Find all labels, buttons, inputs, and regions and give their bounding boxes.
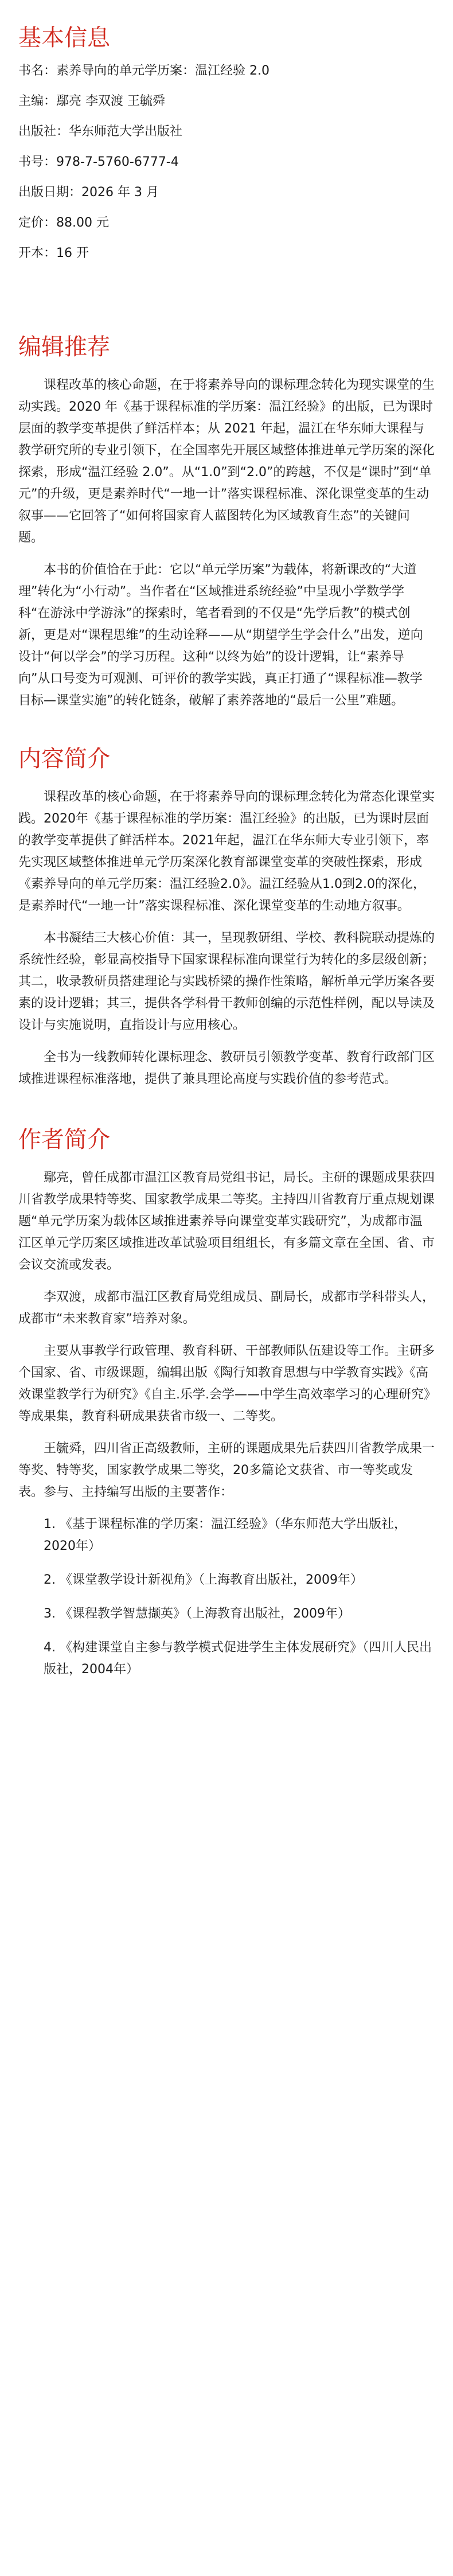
author-paragraph: 王毓舜，四川省正高级教师，主研的课题成果先后获四川省教学成果一等奖、特等奖，国家教学成果二等奖，20多篇论文获省、市一等奖或发表。参与、主持编写出版的主要著作： bbox=[18, 1441, 435, 1499]
info-label: 主编 ： bbox=[18, 94, 56, 108]
section-gap bbox=[18, 1101, 435, 1124]
book-text: 《课程教学智慧撷英》（上海教育出版社，2009年） bbox=[60, 1607, 350, 1621]
info-editors bbox=[18, 95, 435, 108]
book-number: 1 . bbox=[44, 1517, 60, 1531]
info-isbn bbox=[18, 155, 435, 169]
info-value: 978-7-5760-6777-4 bbox=[56, 155, 179, 169]
author-paragraph: 主要从事教学行政管理、教育科研、干部教师队伍建设等工作。主研多个国家、省、市级课题，编辑出版《陶行知教育思想与中学教育实践》《高效课堂教学行为研究》《自主.乐学.会学——中学生高效率学习的心理研究》等成果集，教育科研成果获省市级一、二等奖。 bbox=[18, 1344, 435, 1424]
info-value: 鄢亮 李双渡 王毓舜 bbox=[56, 94, 166, 108]
info-label: 定价 ： bbox=[18, 216, 56, 230]
recommend-paragraph: 课程改革的核心命题，在于将素养导向的课标理念转化为现实课堂的生动实践。2020 年《基于课程标准的学历案：温江经验》的出版，已为课时层面的教学变革提供了鲜活样本；从 2021 年起，温江在华东师大课程与教学研究所的专业引领下，在全国率先开展区域整体推进单元学历案的深化探索，形成“温江经验 2.0”。从“1.0”到“2.0”的跨越，不仅是“课时”到“单元”的升级，更是素养时代“一地一计”落实课程标准、深化课堂变革的生动叙事——它回答了“如何将国家育人蓝图转化为区域教育生态”的关键问题。 bbox=[18, 378, 435, 545]
book-list-item bbox=[44, 1514, 435, 1557]
summary-section bbox=[18, 743, 435, 1090]
authors-title: 作者简介 bbox=[18, 1127, 110, 1153]
book-text: 《构建课堂自主参与教学模式促进学生主体发展研究》（四川人民出版社，2004年） bbox=[44, 1640, 432, 1677]
book-list-item bbox=[44, 1637, 435, 1681]
book-number: 3 . bbox=[44, 1607, 60, 1621]
book-number: 4 . bbox=[44, 1640, 60, 1655]
section-gap bbox=[18, 722, 435, 743]
info-label: 开本 ： bbox=[18, 246, 56, 260]
recommend-title: 编辑推荐 bbox=[18, 334, 110, 360]
basic-info-section bbox=[18, 22, 435, 260]
book-list-item bbox=[44, 1603, 435, 1625]
summary-paragraph: 课程改革的核心命题，在于将素养导向的课标理念转化为常态化课堂实践。2020年《基于课程标准的学历案：温江经验》的出版，已为课时层面的教学变革提供了鲜活样本。2021年起，温江在华东师大专业引领下，率先实现区域整体推进单元学历案深化教育部课堂变革的突破性探索，形成《素养导向的单元学历案：温江经验2.0》。温江经验从1.0到2.0的深化，是素养时代“一地一计”落实课程标准、深化课堂变革的生动地方叙事。 bbox=[18, 790, 435, 913]
info-book-title bbox=[18, 64, 435, 78]
info-publisher bbox=[18, 125, 435, 139]
info-value: 华东师范大学出版社 bbox=[69, 124, 183, 139]
info-value: 2026 年 3 月 bbox=[81, 185, 159, 200]
info-label: 书号 ： bbox=[18, 155, 56, 169]
info-label: 出版社 ： bbox=[18, 124, 69, 139]
info-pub-date bbox=[18, 186, 435, 200]
author-paragraph: 李双渡，成都市温江区教育局党组成员、副局长，成都市学科带头人，成都市“未来教育家”培养对象。 bbox=[18, 1290, 435, 1326]
info-value: 16 开 bbox=[56, 246, 89, 260]
info-value: 88.00 元 bbox=[56, 216, 110, 230]
summary-title: 内容简介 bbox=[18, 746, 110, 772]
book-list bbox=[44, 1514, 435, 1681]
book-text: 《基于课程标准的学历案：温江经验》（华东师范大学出版社，2020年） bbox=[44, 1517, 407, 1553]
section-gap bbox=[18, 277, 435, 331]
info-label: 书名 ： bbox=[18, 64, 56, 78]
authors-section bbox=[18, 1124, 435, 1681]
summary-paragraph: 本书凝结三大核心价值：其一，呈现教研组、学校、教科院联动提炼的系统性经验，彰显高校指导下国家课程标准向课堂行为转化的多层级创新；其二，收录教研员搭建理论与实践桥梁的操作性策略，解析单元学历案各要素的设计逻辑；其三，提供各学科骨干教师创编的示范性样例，配以导读及设计与实施说明，直指设计与应用核心。 bbox=[18, 931, 435, 1032]
info-label: 出版日期 ： bbox=[18, 185, 81, 200]
book-list-item bbox=[44, 1569, 435, 1591]
recommend-section bbox=[18, 331, 435, 712]
book-text: 《课堂教学设计新视角》（上海教育出版社，2009年） bbox=[60, 1573, 363, 1587]
summary-paragraph: 全书为一线教师转化课标理念、教研员引领教学变革、教育行政部门区域推进课程标准落地，提供了兼具理论高度与实践价值的参考范式。 bbox=[18, 1050, 435, 1086]
basic-info-title: 基本信息 bbox=[18, 25, 110, 51]
recommend-paragraph: 本书的价值恰在于此：它以“单元学历案”为载体，将新课改的“大道理”转化为“小行动”。当作者在“区域推进系统经验”中呈现小学数学学科“在游泳中学游泳”的探索时，笔者看到的不仅是“先学后教”的模式创新，更是对“课程思维”的生动诠释——从“期望学生学会什么”出发，逆向设计“何以学会”的学习历程。这种“以终为始”的设计逻辑，让“素养导向”从口号变为可观测、可评价的教学实践，真正打通了“课程标准—教学目标—课堂实施”的转化链条，破解了素养落地的“最后一公里”难题。 bbox=[18, 563, 423, 708]
info-price bbox=[18, 216, 435, 230]
author-paragraph: 鄢亮，曾任成都市温江区教育局党组书记，局长。主研的课题成果获四川省教学成果特等奖、国家教学成果二等奖。主持四川省教育厅重点规划课题“单元学历案为载体区域推进素养导向课堂变革实践研究”，为成都市温江区单元学历案区域推进改革试验项目组组长，有多篇文章在全国、省、市会议交流或发表。 bbox=[18, 1171, 435, 1272]
info-format bbox=[18, 247, 435, 260]
book-number: 2 . bbox=[44, 1573, 60, 1587]
info-value: 素养导向的单元学历案：温江经验 2.0 bbox=[56, 64, 270, 78]
